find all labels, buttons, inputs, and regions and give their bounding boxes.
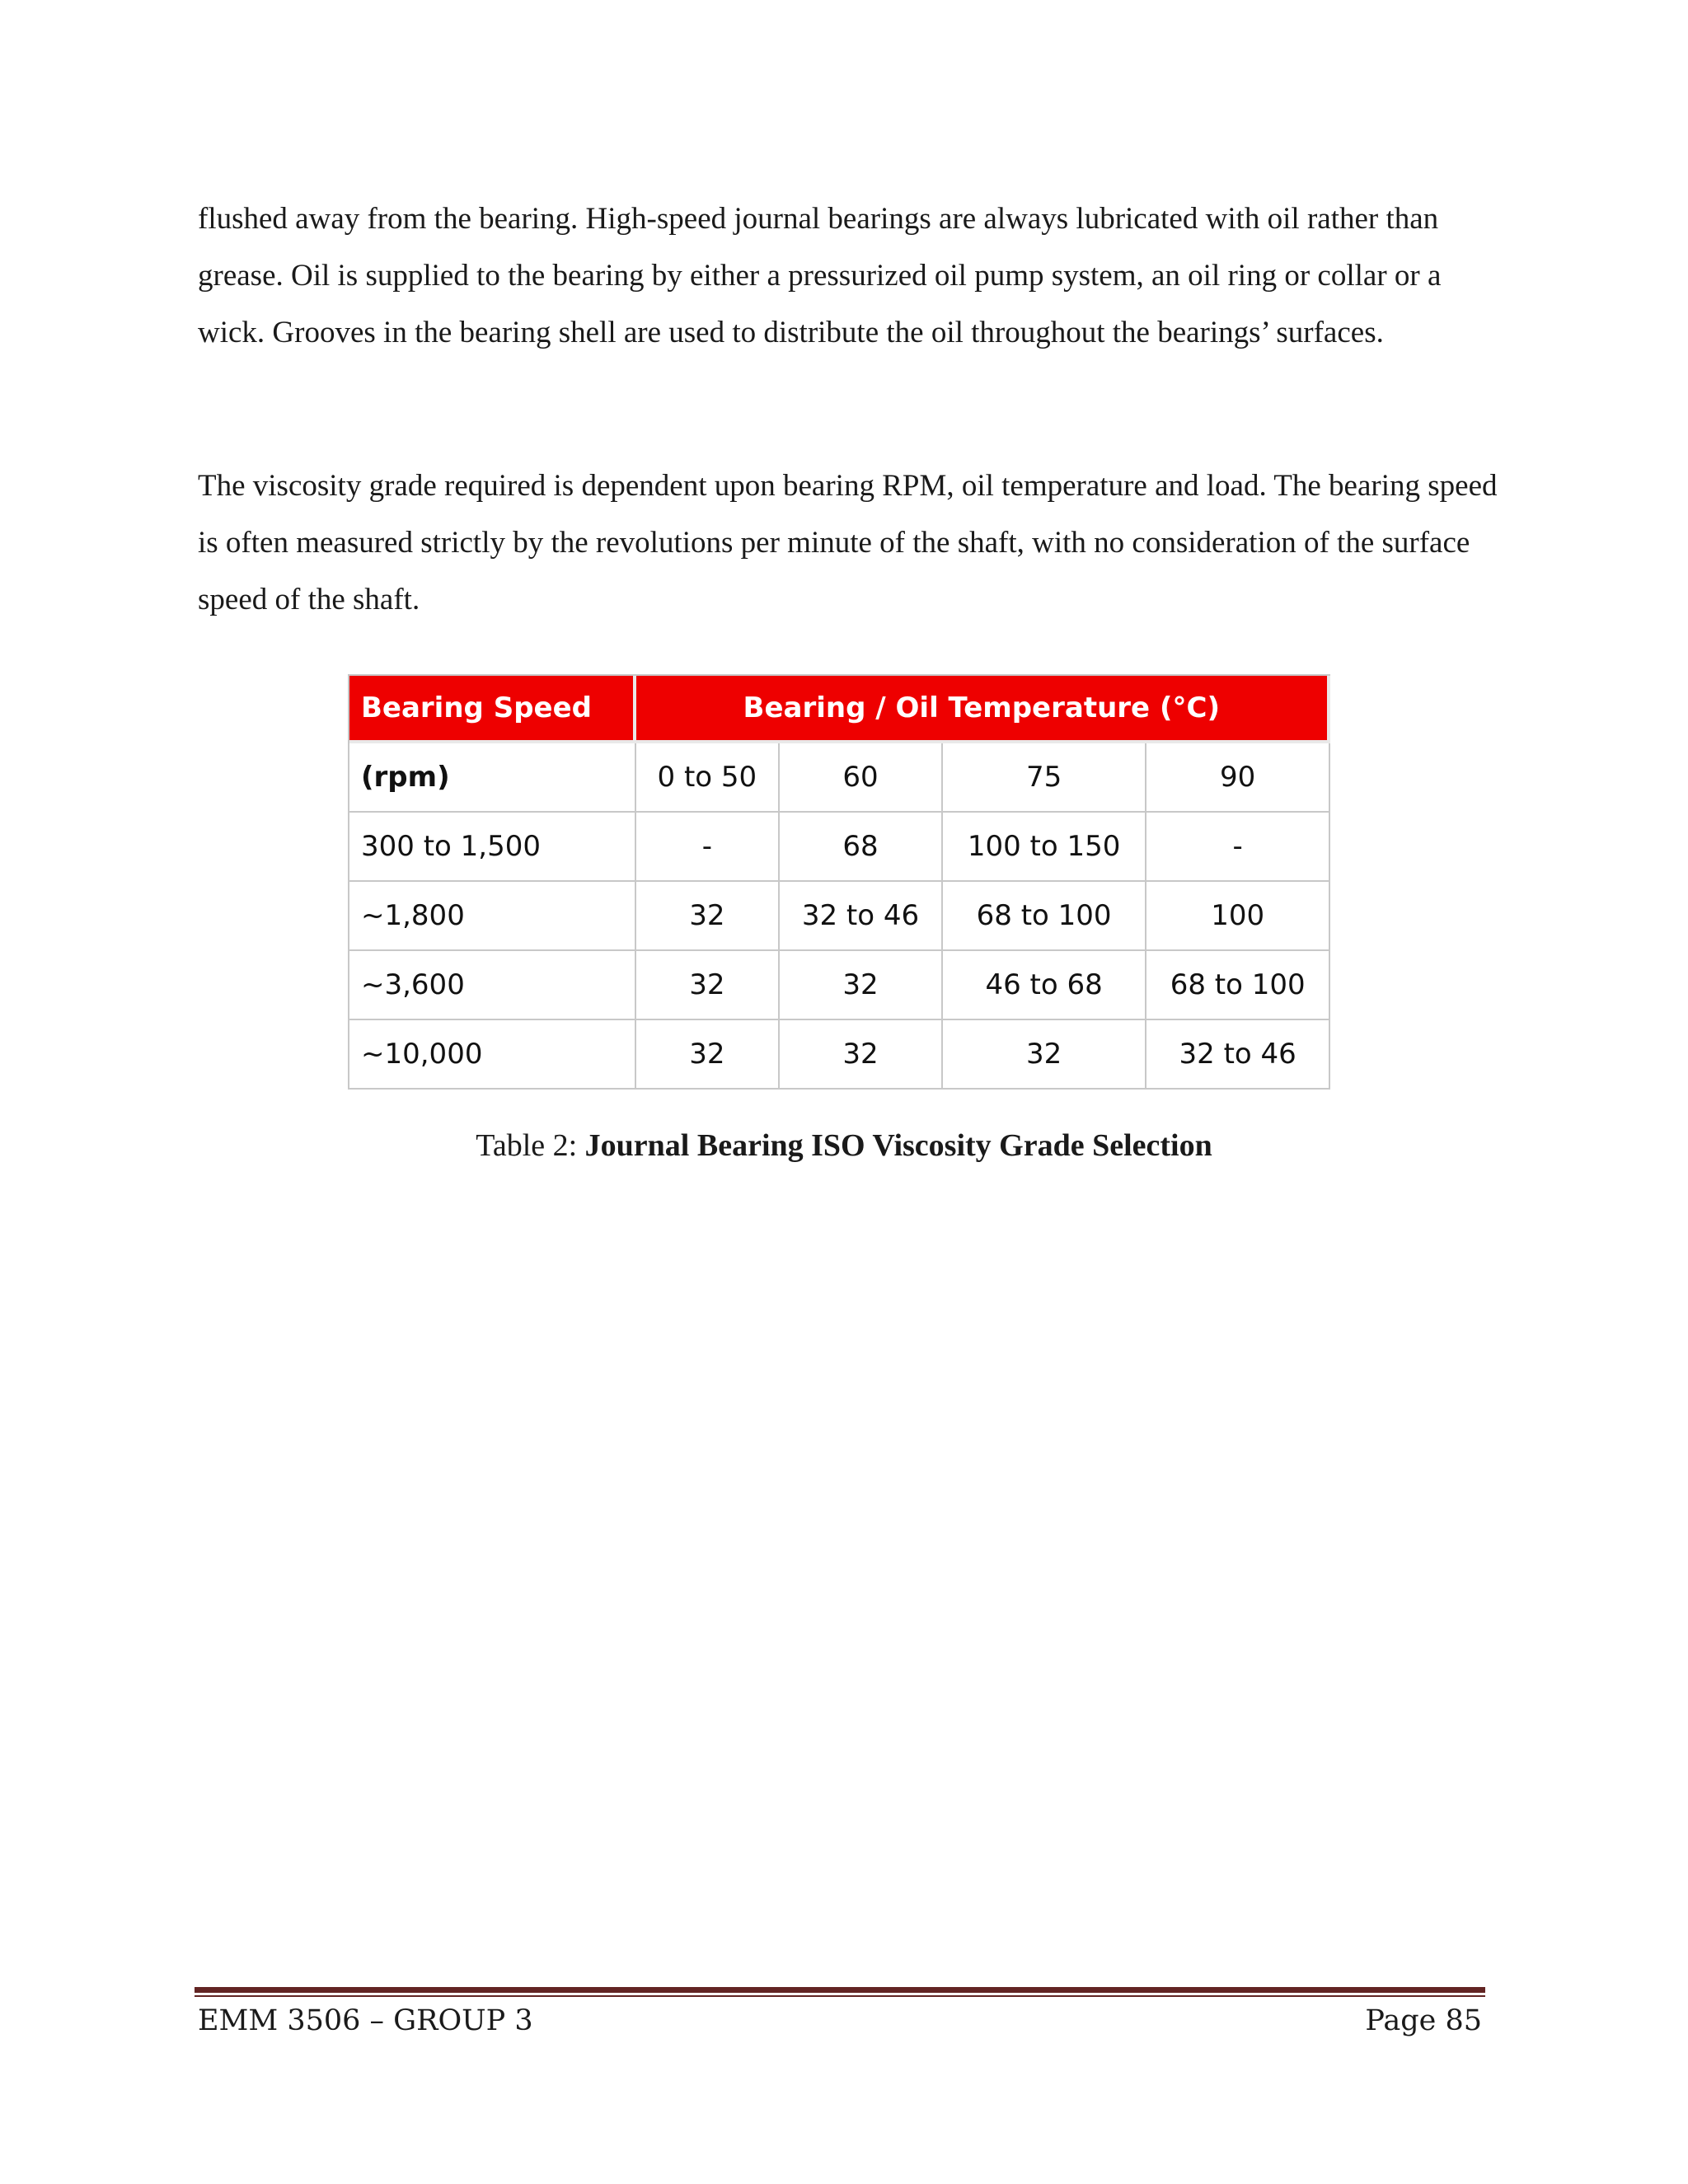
table-cell: 100 to 150 (943, 813, 1147, 882)
header-temperature: Bearing / Oil Temperature (°C) (636, 676, 1330, 743)
body-paragraph-1: flushed away from the bearing. High-speed journal bearings are always lubricated with oil rather than grease. Oil is supplied to the bearing by either a pressurized oil pump system, an oil ring or collar or a wick. Grooves in the bearing shell are used to distribute the oil throughout the bearings’ surfaces. (198, 202, 1442, 349)
footer-course: EMM 3506 – GROUP 3 (198, 2004, 533, 2037)
table-cell: 300 to 1,500 (349, 813, 636, 882)
table-cell: 46 to 68 (943, 951, 1147, 1020)
table-cell: 100 (1146, 882, 1330, 951)
table-cell: 68 (780, 813, 943, 882)
table-cell: 32 (636, 1020, 781, 1090)
table-row (349, 882, 1330, 951)
table-cell: (rpm) (349, 743, 636, 813)
table-cell: 32 to 46 (1146, 1020, 1330, 1090)
table-cell: 32 (780, 951, 943, 1020)
table-cell: 68 to 100 (1146, 951, 1330, 1020)
table-row (349, 951, 1330, 1020)
table-cell: 32 (780, 1020, 943, 1090)
header-bearing-speed: Bearing Speed (349, 676, 636, 743)
caption-title: Journal Bearing ISO Viscosity Grade Selection (584, 1128, 1212, 1163)
table-cell: 32 to 46 (780, 882, 943, 951)
table-cell: 32 (636, 882, 781, 951)
table-cell: 75 (943, 743, 1147, 813)
table-cell: ~10,000 (349, 1020, 636, 1090)
table-cell: 32 (636, 951, 781, 1020)
table-cell: ~1,800 (349, 882, 636, 951)
table-cell: 0 to 50 (636, 743, 781, 813)
body-paragraph-2: The viscosity grade required is dependent upon bearing RPM, oil temperature and load. The bearing speed is often measured strictly by the revolutions per minute of the shaft, with no consideration of the surface speed of the shaft. (198, 469, 1498, 616)
table-header-row (349, 676, 1330, 743)
viscosity-grade-table (348, 674, 1330, 1090)
table-row (349, 1020, 1330, 1090)
table-cell: 68 to 100 (943, 882, 1147, 951)
table-cell: 60 (780, 743, 943, 813)
caption-prefix: Table 2: (476, 1128, 585, 1163)
table-cell: - (1146, 813, 1330, 882)
table-row (349, 813, 1330, 882)
table-units-row (349, 743, 1330, 813)
table-cell: 32 (943, 1020, 1147, 1090)
footer-rule-thin (195, 1995, 1485, 1997)
table-cell: 90 (1146, 743, 1330, 813)
table-cell: ~3,600 (349, 951, 636, 1020)
grade-table (348, 674, 1330, 1090)
footer-page-number: Page 85 (1365, 2004, 1482, 2037)
footer-rule (195, 1987, 1485, 1993)
table-cell: - (636, 813, 781, 882)
table-caption (0, 1127, 1688, 1164)
